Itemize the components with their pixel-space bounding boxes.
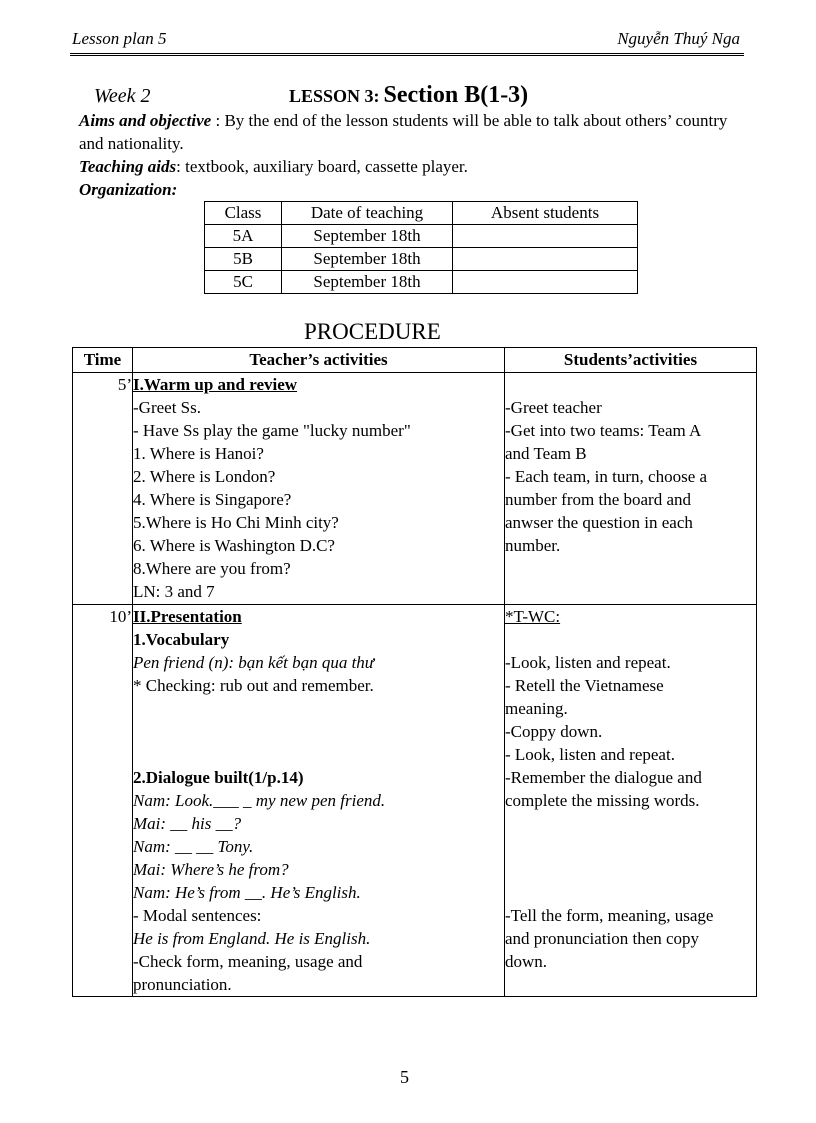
procedure-table <box>72 347 757 997</box>
page-number: 5 <box>400 1067 409 1087</box>
organization-table <box>204 201 638 294</box>
student-line: and Team B <box>505 444 587 463</box>
org-header-date: Date of teaching <box>282 202 453 225</box>
teacher-line: 8.Where are you from? <box>133 559 291 578</box>
organization-label: Organization: <box>79 180 178 199</box>
student-line: -Look, listen and repeat. <box>505 653 671 672</box>
student-line: - Retell the Vietnamese <box>505 676 664 695</box>
student-line: complete the missing words. <box>505 791 700 810</box>
teacher-line: -Greet Ss. <box>133 398 201 417</box>
lesson-section: Section B(1-3) <box>383 82 529 108</box>
aids-paragraph <box>79 155 749 178</box>
dialogue-line: Nam: Look.___ _ my new pen friend. <box>133 791 386 810</box>
student-line: meaning. <box>505 699 568 718</box>
student-line: -Coppy down. <box>505 722 603 741</box>
time-cell: 10’ <box>73 605 133 997</box>
table-row <box>205 202 638 225</box>
org-absent <box>453 248 638 271</box>
organization-paragraph <box>79 178 749 201</box>
aims-text: : By the end of the lesson students will be able to talk about others’ country and nationality. <box>79 111 728 153</box>
org-date: September 18th <box>282 271 453 294</box>
spacer <box>133 697 504 720</box>
header-right: Nguyễn Thuý Nga <box>617 29 740 48</box>
teacher-line: Pen friend (n): bạn kết bạn qua thư <box>133 653 375 672</box>
table-row <box>205 225 638 248</box>
subsection-heading: 1.Vocabulary <box>133 630 230 649</box>
model-sentence: He is from England. He is English. <box>133 929 371 948</box>
aims-paragraph <box>79 109 749 155</box>
teacher-line: 4. Where is Singapore? <box>133 490 292 509</box>
org-date: September 18th <box>282 248 453 271</box>
table-row <box>73 373 757 605</box>
table-row <box>73 348 757 373</box>
spacer <box>505 373 756 396</box>
table-row <box>205 271 638 294</box>
student-line: -Get into two teams: Team A <box>505 421 702 440</box>
proc-header-students: Students’activities <box>505 348 757 373</box>
org-date: September 18th <box>282 225 453 248</box>
dialogue-line: Mai: Where’s he from? <box>133 860 289 879</box>
teacher-activities-cell <box>133 373 505 605</box>
aids-text: : textbook, auxiliary board, cassette player. <box>176 157 468 176</box>
teacher-line: - Have Ss play the game "lucky number" <box>133 421 411 440</box>
spacer <box>505 835 756 858</box>
student-line: down. <box>505 952 548 971</box>
lesson-prefix: LESSON 3: <box>289 86 380 106</box>
table-row <box>73 605 757 997</box>
spacer <box>505 858 756 881</box>
aims-label: Aims and objective <box>79 111 212 130</box>
student-line: - Each team, in turn, choose a <box>505 467 708 486</box>
teacher-line: - Modal sentences: <box>133 906 262 925</box>
spacer <box>133 743 504 766</box>
spacer <box>505 628 756 651</box>
header-left: Lesson plan 5 <box>72 29 167 48</box>
org-header-absent: Absent students <box>453 202 638 225</box>
org-class: 5A <box>205 225 282 248</box>
teacher-line: * Checking: rub out and remember. <box>133 676 374 695</box>
teacher-line: 2. Where is London? <box>133 467 276 486</box>
spacer <box>133 720 504 743</box>
org-absent <box>453 225 638 248</box>
proc-header-time: Time <box>73 348 133 373</box>
teacher-line: -Check form, meaning, usage and <box>133 952 363 971</box>
table-row <box>205 248 638 271</box>
dialogue-line: Mai: __ his __? <box>133 814 242 833</box>
teacher-activities-cell <box>133 605 505 997</box>
students-activities-cell <box>505 373 757 605</box>
student-line: - Look, listen and repeat. <box>505 745 675 764</box>
student-line: number from the board and <box>505 490 691 509</box>
teacher-line: pronunciation. <box>133 975 232 994</box>
student-line: -Remember the dialogue and <box>505 768 702 787</box>
section-heading: I.Warm up and review <box>133 375 298 394</box>
aids-label: Teaching aids <box>79 157 177 176</box>
header-rule <box>70 53 744 57</box>
student-line: -Greet teacher <box>505 398 602 417</box>
student-line: -Tell the form, meaning, usage <box>505 906 714 925</box>
student-line: *T-WC: <box>505 607 561 626</box>
org-class: 5C <box>205 271 282 294</box>
section-heading: II.Presentation <box>133 607 242 626</box>
org-class: 5B <box>205 248 282 271</box>
teacher-line: 1. Where is Hanoi? <box>133 444 264 463</box>
week-label: Week 2 <box>94 85 151 107</box>
teacher-line: LN: 3 and 7 <box>133 582 215 601</box>
students-activities-cell <box>505 605 757 997</box>
org-header-class: Class <box>205 202 282 225</box>
student-line: and pronunciation then copy <box>505 929 700 948</box>
procedure-title: PROCEDURE <box>304 319 441 344</box>
subsection-heading: 2.Dialogue built(1/p.14) <box>133 768 304 787</box>
time-cell: 5’ <box>73 373 133 605</box>
proc-header-teacher: Teacher’s activities <box>133 348 505 373</box>
lesson-title <box>289 82 528 109</box>
org-absent <box>453 271 638 294</box>
spacer <box>505 812 756 835</box>
spacer <box>505 881 756 904</box>
student-line: anwser the question in each <box>505 513 693 532</box>
teacher-line: 6. Where is Washington D.C? <box>133 536 335 555</box>
dialogue-line: Nam: __ __ Tony. <box>133 837 254 856</box>
student-line: number. <box>505 536 561 555</box>
dialogue-line: Nam: He’s from __. He’s English. <box>133 883 361 902</box>
teacher-line: 5.Where is Ho Chi Minh city? <box>133 513 339 532</box>
